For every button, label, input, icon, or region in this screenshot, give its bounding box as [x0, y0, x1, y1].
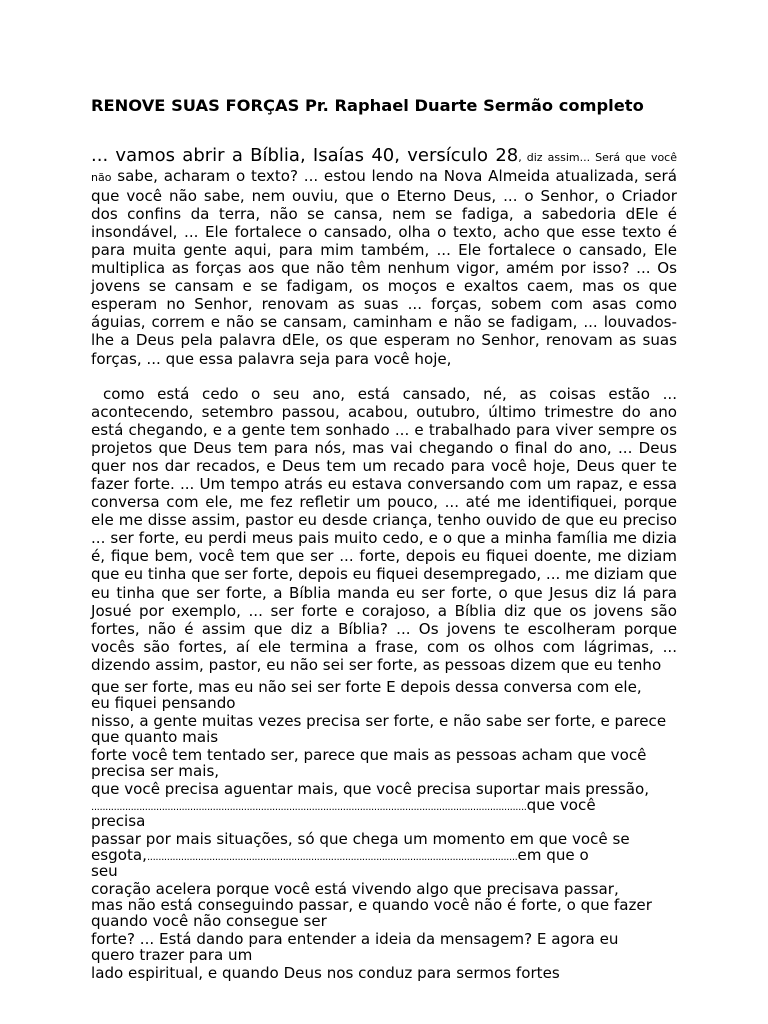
paragraph-2-body: como está cedo o seu ano, está cansado, né, as coisas estão ... acontecendo, setembro passou, acabou, outubro, último trimestre do ano está chegando, e a gente tem sonhado ... e trabalhado para viver sempre os projetos que Deus tem para nós, mas vai chegando o final do ano, ... Deus quer nos dar recados, e Deus tem um recado para você hoje, Deus quer te fazer forte. ... Um tempo atrás eu estava conversando com um rapaz, e essa conversa com ele, me fez refletir um pouco, ... até me identifiquei, porque ele me disse assim, pastor eu desde criança, tenho ouvido de que eu preciso ... ser forte, eu perdi meus pais muito cedo, e o que a minha família me dizia é, fique bem, você tem que ser ... forte, depois eu fiquei doente, me diziam que eu tinha que ser forte, depois eu fiquei desempregado, ... me diziam que eu tinha que ser forte, a Bíblia manda eu ser forte, o que Jesus diz lá para Josué por exemplo, ... ser forte e corajoso, a Bíblia diz que os jovens são fortes, não é assim que diz a Bíblia? ... Os jovens te escolheram porque vocês são fortes, aí ele termina a frase, com os olhos com lágrimas, ... dizendo assim, pastor, eu não sei ser forte, as pessoas dizem que eu tenho: [91, 385, 677, 674]
text-line: seu: [91, 862, 118, 881]
text-line: lado espiritual, e quando Deus nos conduz para sermos fortes: [91, 964, 560, 983]
text-line: passar por mais situações, só que chega um momento em que você se: [91, 830, 630, 849]
paragraph-1-lead: ... vamos abrir a Bíblia, Isaías 40, versículo 28: [91, 145, 519, 166]
text-line: forte? ... Está dando para entender a ideia da mensagem? E agora eu: [91, 930, 619, 949]
text-line: que ser forte, mas eu não sei ser forte E depois dessa conversa com ele,: [91, 678, 642, 696]
text-line: [91, 796, 691, 815]
text-fragment: em que o: [517, 846, 589, 865]
text-line: coração acelera porque você está vivendo algo que precisava passar,: [91, 880, 619, 899]
text-line: [91, 846, 691, 865]
text-line: mas não está conseguindo passar, e quando você não é forte, o que fazer: [91, 896, 652, 915]
paragraph-1: [91, 147, 677, 368]
text-line: nisso, a gente muitas vezes precisa ser forte, e não sabe ser forte, e parece: [91, 712, 667, 731]
text-line: precisa ser mais,: [91, 762, 220, 781]
text-line: forte você tem tentado ser, parece que mais as pessoas acham que você: [91, 746, 647, 765]
text-line: precisa: [91, 812, 146, 831]
broken-lines-section: [91, 678, 691, 982]
document-title: RENOVE SUAS FORÇAS Pr. Raphael Duarte Sermão completo: [91, 96, 644, 115]
paragraph-1-body: sabe, acharam o texto? ... estou lendo na Nova Almeida atualizada, será que você não sabe, nem ouviu, que o Eterno Deus, ... o Senhor, o Criador dos confins da terra, não se cansa, nem se fadiga, a sabedoria dEle é insondável, ... Ele fortalece o cansado, olha o texto, acho que esse texto é para muita gente aqui, para mim também, ... Ele fortalece o cansado, Ele multiplica as forças aos que não têm nenhum vigor, amém por isso? ... Os jovens se cansam e se fadigam, os moços e exaltos caem, mas os que esperam no Senhor, renovam as suas ... forças, sobem com asas como águias, correm e não se cansam, caminham e não se fadigam, ... louvados-lhe a Deus pela palavra dEle, os que esperam no Senhor, renovam as suas forças, ... que essa palavra seja para você hoje,: [91, 167, 677, 368]
dotted-leader: ..........................................................................................................................................................: [91, 802, 527, 814]
paragraph-2: [91, 385, 677, 674]
text-line: eu fiquei pensando: [91, 694, 236, 712]
text-line: quando você não consegue ser: [91, 912, 327, 931]
dotted-leader: ...................................................................................................................................: [146, 852, 518, 864]
text-fragment: esgota,: [91, 846, 147, 865]
text-line: que você precisa aguentar mais, que você precisa suportar mais pressão,: [91, 780, 650, 799]
text-line: que quanto mais: [91, 728, 219, 747]
paragraph-1-small-text: , diz assim... Será que você não: [91, 151, 677, 185]
text-fragment: que você: [526, 796, 596, 815]
paragraph-2-indent: [91, 385, 103, 403]
text-line: quero trazer para um: [91, 946, 253, 965]
